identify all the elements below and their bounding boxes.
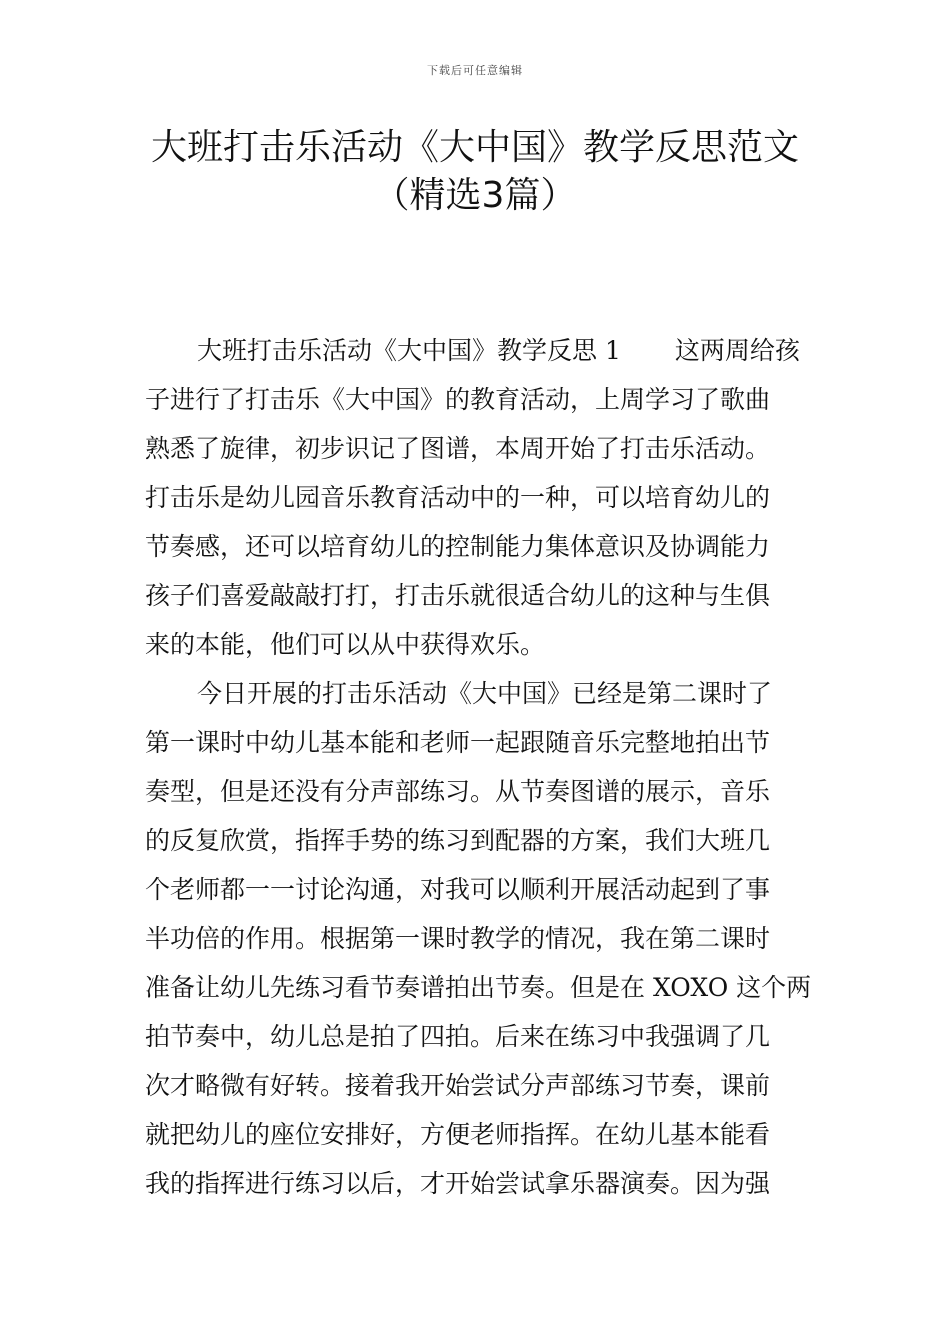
- paragraph-line: 我的指挥进行练习以后，才开始尝试拿乐器演奏。因为强: [145, 1169, 771, 1198]
- document-body: [145, 326, 810, 1208]
- header-note: 下载后可任意编辑: [427, 64, 523, 77]
- paragraph-line: 就把幼儿的座位安排好，方便老师指挥。在幼儿基本能看: [145, 1120, 771, 1149]
- document-title: [0, 124, 950, 220]
- paragraph-2-line-1: 今日开展的打击乐活动《大中国》已经是第二课时了: [197, 679, 773, 708]
- paragraph-line: 拍节奏中，幼儿总是拍了四拍。后来在练习中我强调了几: [145, 1022, 771, 1051]
- paragraph-1-heading: 大班打击乐活动《大中国》教学反思 1: [197, 336, 621, 365]
- paragraph-1-text: 这两周给孩: [674, 336, 800, 365]
- paragraph-line: 打击乐是幼儿园音乐教育活动中的一种，可以培育幼儿的: [145, 483, 771, 512]
- paragraph-line: 子进行了打击乐《大中国》的教育活动，上周学习了歌曲: [145, 385, 771, 414]
- paragraph-1-line-1: [145, 326, 810, 375]
- paragraph-line: 来的本能，他们可以从中获得欢乐。: [145, 630, 546, 659]
- paragraph-line: 准备让幼儿先练习看节奏谱拍出节奏。但是在 XOXO 这个两: [145, 973, 812, 1002]
- title-line-2: （精选3篇）: [373, 175, 577, 216]
- paragraph-line: 节奏感，还可以培育幼儿的控制能力集体意识及协调能力: [145, 532, 771, 561]
- paragraph-line: 个老师都一一讨论沟通，对我可以顺利开展活动起到了事: [145, 875, 771, 904]
- paragraph-line: 的反复欣赏，指挥手势的练习到配器的方案，我们大班几: [145, 826, 771, 855]
- paragraph-line: 奏型，但是还没有分声部练习。从节奏图谱的展示，音乐: [145, 777, 771, 806]
- paragraph-line: 熟悉了旋律，初步识记了图谱，本周开始了打击乐活动。: [145, 434, 771, 463]
- paragraph-line: 孩子们喜爱敲敲打打，打击乐就很适合幼儿的这种与生俱: [145, 581, 771, 610]
- paragraph-line: 次才略微有好转。接着我开始尝试分声部练习节奏，课前: [145, 1071, 771, 1100]
- title-line-1: 大班打击乐活动《大中国》教学反思范文: [150, 127, 799, 168]
- paragraph-line: 第一课时中幼儿基本能和老师一起跟随音乐完整地拍出节: [145, 728, 771, 757]
- paragraph-line: 半功倍的作用。根据第一课时教学的情况，我在第二课时: [145, 924, 771, 953]
